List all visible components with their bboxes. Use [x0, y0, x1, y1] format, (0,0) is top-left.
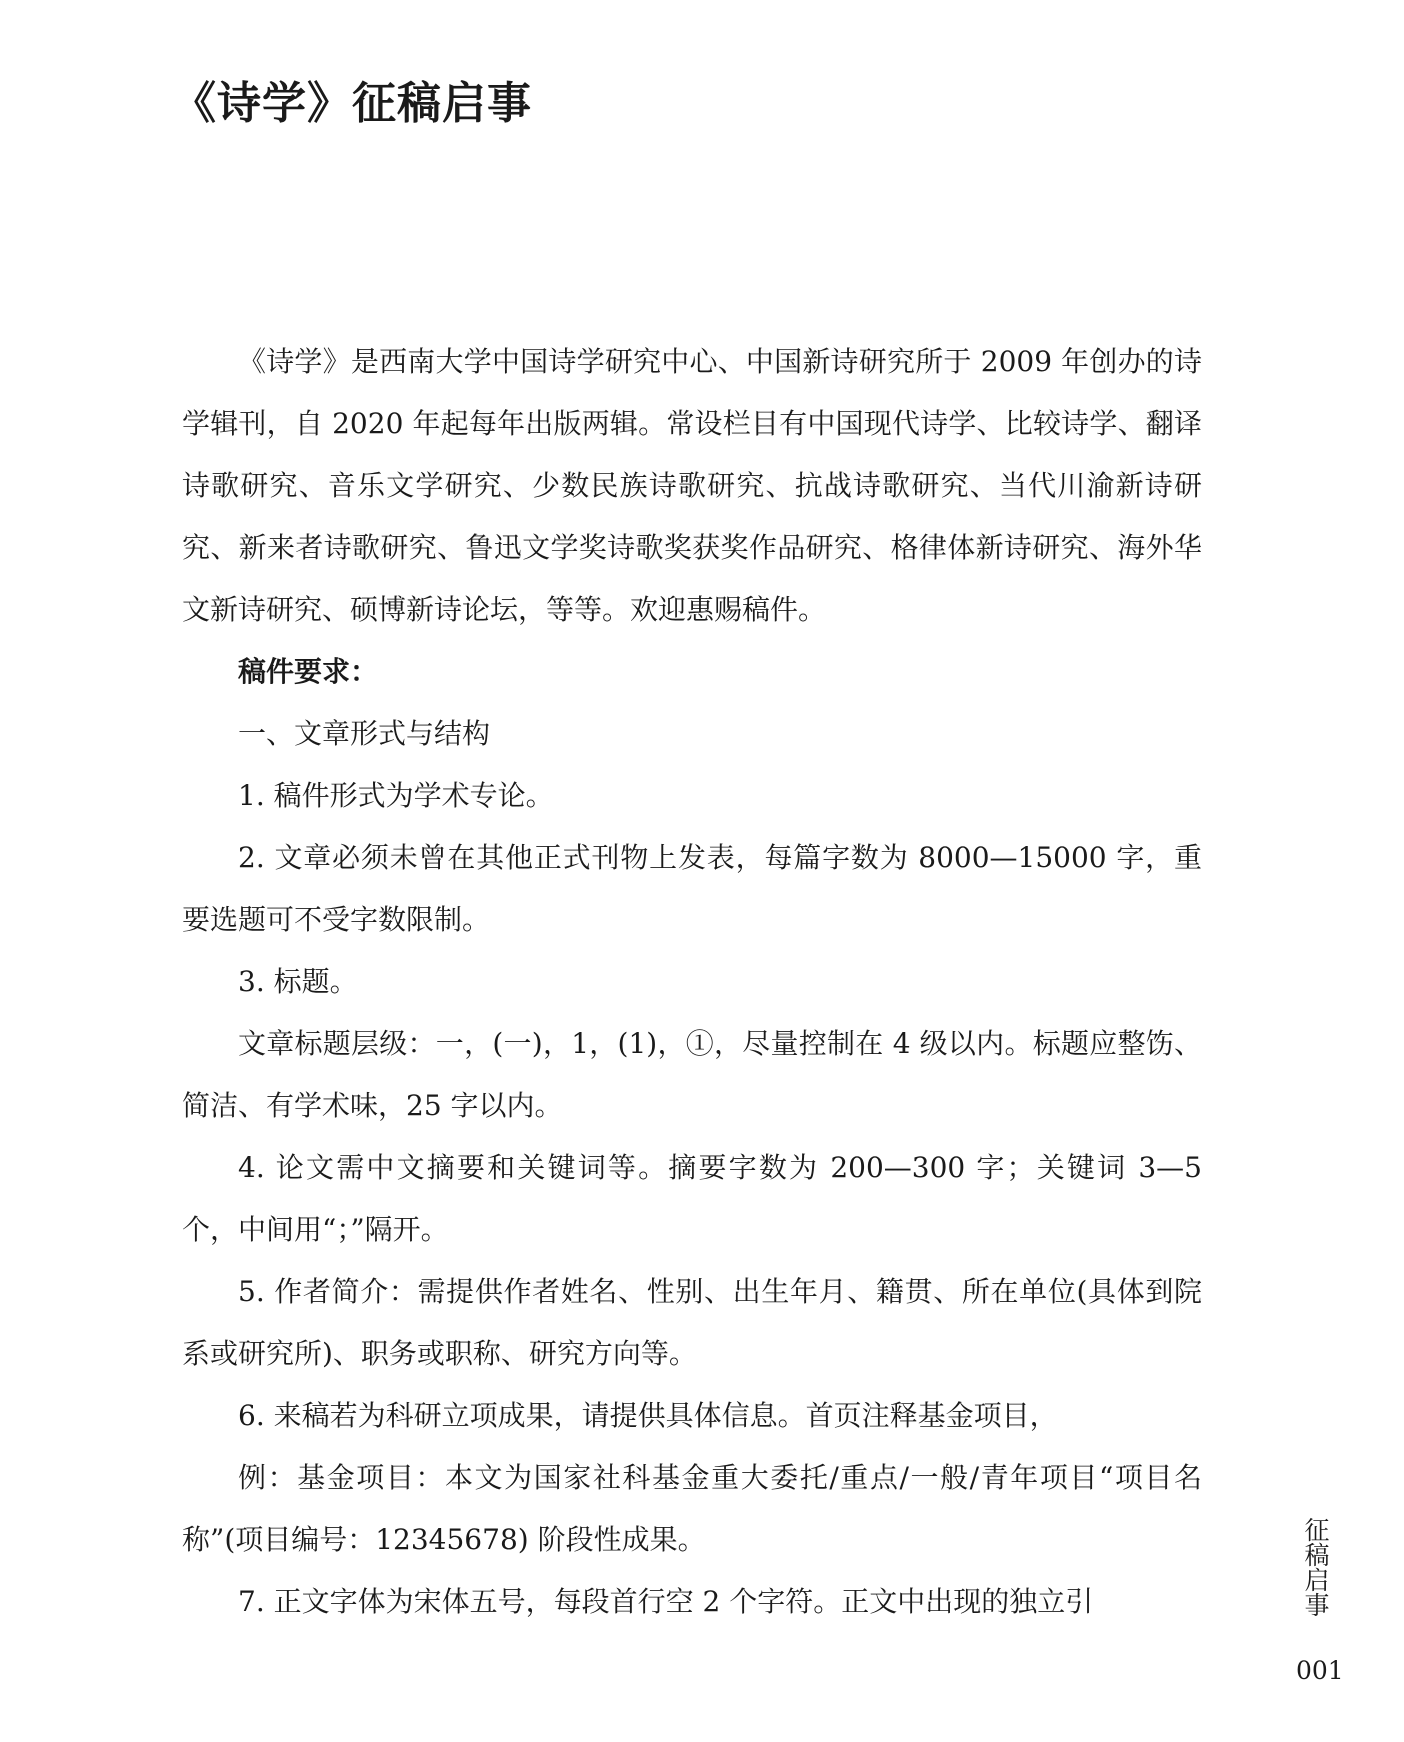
page-title: 《诗学》征稿启事: [172, 78, 532, 129]
requirements-heading: 稿件要求：: [238, 655, 379, 688]
requirement-6: 6. 来稿若为科研立项成果，请提供具体信息。首页注释基金项目，: [238, 1399, 1058, 1432]
requirement-2: 2. 文章必须未曾在其他正式刊物上发表，每篇字数为 8000—15000 字，重要选题可不受字数限制。: [182, 841, 1202, 936]
requirement-6-example: 例：基金项目：本文为国家社科基金重大委托/重点/一般/青年项目“项目名称”(项目编号：12345678) 阶段性成果。: [182, 1461, 1202, 1556]
article-body: [182, 331, 1202, 1633]
requirement-5: 5. 作者简介：需提供作者姓名、性别、出生年月、籍贯、所在单位(具体到院系或研究所)、职务或职称、研究方向等。: [182, 1275, 1202, 1370]
running-header-label: 征稿启事: [1301, 1517, 1330, 1617]
page-number: 001: [1296, 1656, 1344, 1685]
requirement-4: 4. 论文需中文摘要和关键词等。摘要字数为 200—300 字；关键词 3—5 个，中间用“；”隔开。: [182, 1151, 1202, 1246]
intro-paragraph: 《诗学》是西南大学中国诗学研究中心、中国新诗研究所于 2009 年创办的诗学辑刊，自 2020 年起每年出版两辑。常设栏目有中国现代诗学、比较诗学、翻译诗歌研究、音乐文学研究、少数民族诗歌研究、抗战诗歌研究、当代川渝新诗研究、新来者诗歌研究、鲁迅文学奖诗歌奖获奖作品研究、格律体新诗研究、海外华文新诗研究、硕博新诗论坛，等等。欢迎惠赐稿件。: [182, 345, 1202, 626]
requirement-1: 1. 稿件形式为学术专论。: [238, 779, 554, 812]
requirement-3: 3. 标题。: [238, 965, 358, 998]
requirement-3-detail: 文章标题层级：一，(一)，1，(1)，①，尽量控制在 4 级以内。标题应整饬、简洁、有学术味，25 字以内。: [182, 1027, 1202, 1122]
section-heading-form-structure: 一、文章形式与结构: [238, 717, 491, 750]
requirement-7: 7. 正文字体为宋体五号，每段首行空 2 个字符。正文中出现的独立引: [238, 1585, 1094, 1618]
